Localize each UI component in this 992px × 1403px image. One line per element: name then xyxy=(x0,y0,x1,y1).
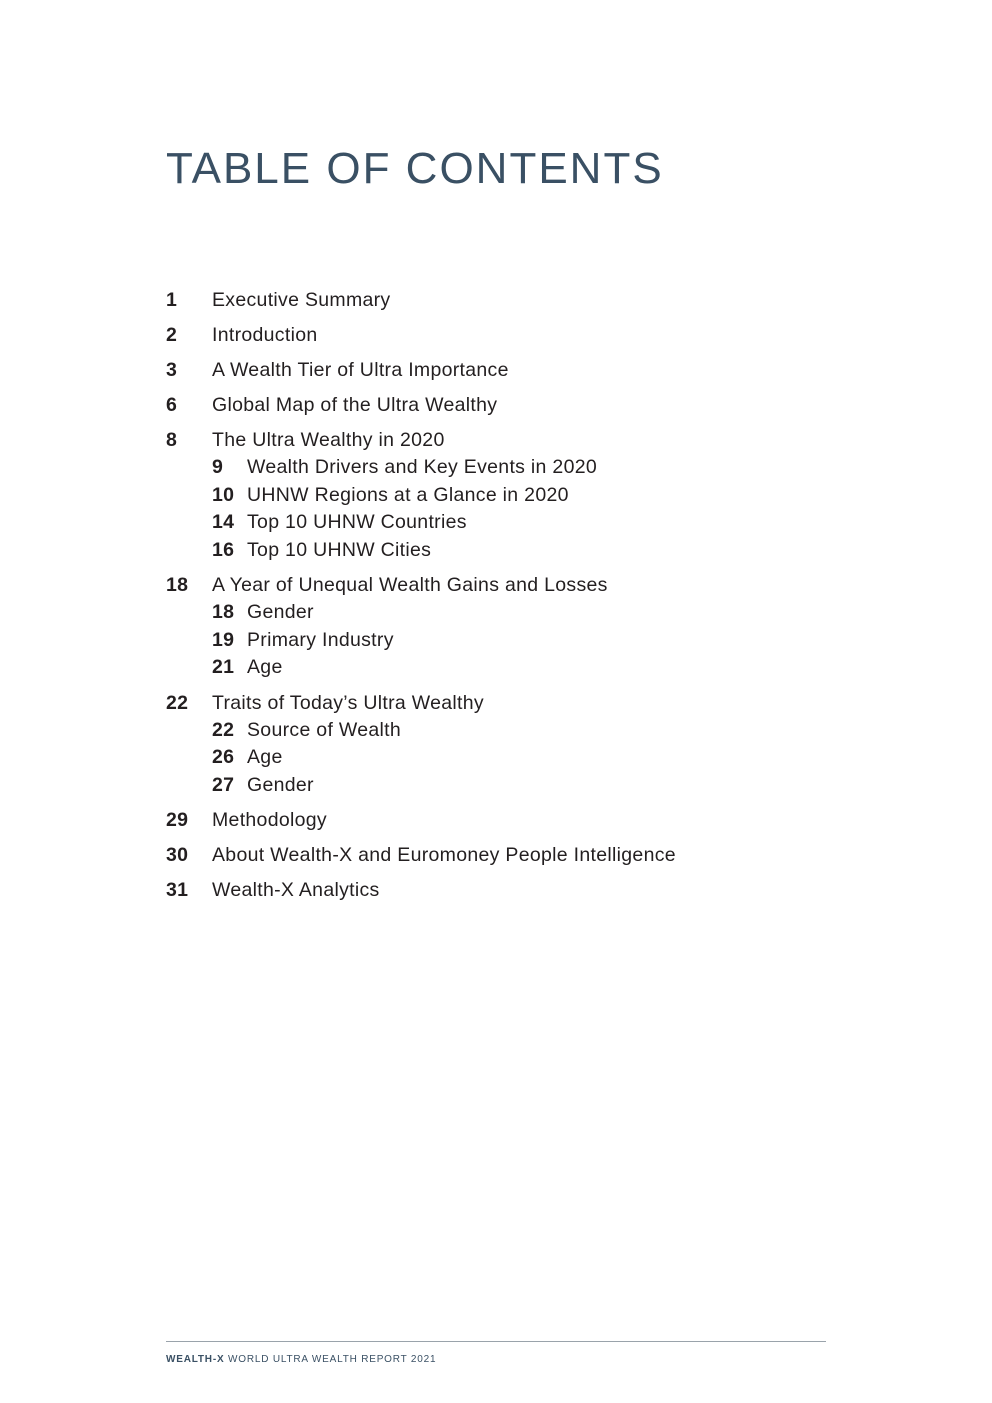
toc-subentry-title: Gender xyxy=(247,773,314,796)
toc-subentry[interactable] xyxy=(212,599,826,627)
footer-brand: WEALTH-X xyxy=(166,1354,225,1365)
toc-page-number: 26 xyxy=(212,746,235,768)
toc-page-number: 1 xyxy=(166,289,178,311)
toc-subsection-list xyxy=(166,454,826,564)
toc-section xyxy=(166,876,826,904)
toc-subentry-title: UHNW Regions at a Glance in 2020 xyxy=(247,483,569,506)
toc-section xyxy=(166,841,826,869)
toc-subentry-title: Gender xyxy=(247,601,314,623)
toc-page-number: 3 xyxy=(166,359,178,381)
toc-subsection-list xyxy=(166,717,826,800)
toc-section xyxy=(166,806,826,834)
toc-entry-title: Executive Summary xyxy=(212,289,391,311)
toc-entry[interactable] xyxy=(166,571,826,599)
toc-section xyxy=(166,286,826,314)
toc-page-number: 2 xyxy=(166,324,178,346)
toc-subentry[interactable] xyxy=(212,772,826,800)
toc-entry-title: Global Map of the Ultra Wealthy xyxy=(212,394,498,416)
footer-report-title: WORLD ULTRA WEALTH REPORT 2021 xyxy=(228,1354,437,1365)
toc-entry-title: Wealth-X Analytics xyxy=(212,879,380,901)
toc-entry-title: Methodology xyxy=(212,809,327,831)
toc-section xyxy=(166,426,826,564)
toc-subentry[interactable] xyxy=(212,454,826,482)
toc-subentry[interactable] xyxy=(212,482,826,510)
toc-entry-title: The Ultra Wealthy in 2020 xyxy=(212,429,445,451)
toc-subentry-title: Source of Wealth xyxy=(247,718,402,741)
toc-page-number: 19 xyxy=(212,628,235,651)
table-of-contents xyxy=(166,286,826,911)
toc-page-number: 18 xyxy=(212,601,235,623)
toc-page-number: 30 xyxy=(166,844,189,866)
toc-page-number: 31 xyxy=(166,879,189,901)
toc-page-number: 10 xyxy=(212,483,235,506)
toc-entry[interactable] xyxy=(166,356,826,384)
toc-subentry-title: Wealth Drivers and Key Events in 2020 xyxy=(247,456,597,478)
toc-page-number: 29 xyxy=(166,809,189,831)
toc-subentry-title: Top 10 UHNW Countries xyxy=(247,511,467,533)
toc-entry[interactable] xyxy=(166,391,826,419)
toc-subentry[interactable] xyxy=(212,509,826,537)
toc-subsection-list xyxy=(166,599,826,682)
toc-entry[interactable] xyxy=(166,689,826,717)
toc-page-number: 8 xyxy=(166,429,178,451)
toc-section xyxy=(166,571,826,682)
toc-entry-title: About Wealth-X and Euromoney People Intelligence xyxy=(212,844,676,866)
toc-subentry-title: Primary Industry xyxy=(247,628,394,651)
toc-entry-title: Traits of Today’s Ultra Wealthy xyxy=(212,691,484,714)
toc-entry[interactable] xyxy=(166,876,826,904)
toc-page-number: 16 xyxy=(212,538,235,561)
toc-page-number: 18 xyxy=(166,574,189,596)
toc-page-number: 21 xyxy=(212,656,235,678)
toc-section xyxy=(166,689,826,800)
toc-section xyxy=(166,391,826,419)
toc-entry[interactable] xyxy=(166,426,826,454)
toc-entry[interactable] xyxy=(166,806,826,834)
toc-entry-title: A Wealth Tier of Ultra Importance xyxy=(212,359,509,381)
toc-subentry[interactable] xyxy=(212,627,826,655)
footer-divider xyxy=(166,1341,826,1342)
toc-page-number: 9 xyxy=(212,456,224,478)
toc-subentry-title: Age xyxy=(247,746,283,768)
footer xyxy=(166,1354,436,1365)
page-title: TABLE OF CONTENTS xyxy=(166,144,664,193)
toc-subentry-title: Age xyxy=(247,656,283,678)
toc-subentry-title: Top 10 UHNW Cities xyxy=(247,538,432,561)
toc-entry[interactable] xyxy=(166,321,826,349)
toc-subentry[interactable] xyxy=(212,744,826,772)
toc-entry[interactable] xyxy=(166,286,826,314)
toc-entry[interactable] xyxy=(166,841,826,869)
toc-section xyxy=(166,321,826,349)
toc-page-number: 6 xyxy=(166,394,178,416)
toc-subentry[interactable] xyxy=(212,654,826,682)
toc-page-number: 14 xyxy=(212,511,235,533)
toc-page-number: 27 xyxy=(212,773,235,796)
toc-subentry[interactable] xyxy=(212,717,826,745)
toc-entry-title: Introduction xyxy=(212,324,318,346)
toc-subentry[interactable] xyxy=(212,537,826,565)
toc-entry-title: A Year of Unequal Wealth Gains and Losses xyxy=(212,574,608,596)
toc-page-number: 22 xyxy=(166,691,189,714)
toc-page-number: 22 xyxy=(212,718,235,741)
toc-section xyxy=(166,356,826,384)
